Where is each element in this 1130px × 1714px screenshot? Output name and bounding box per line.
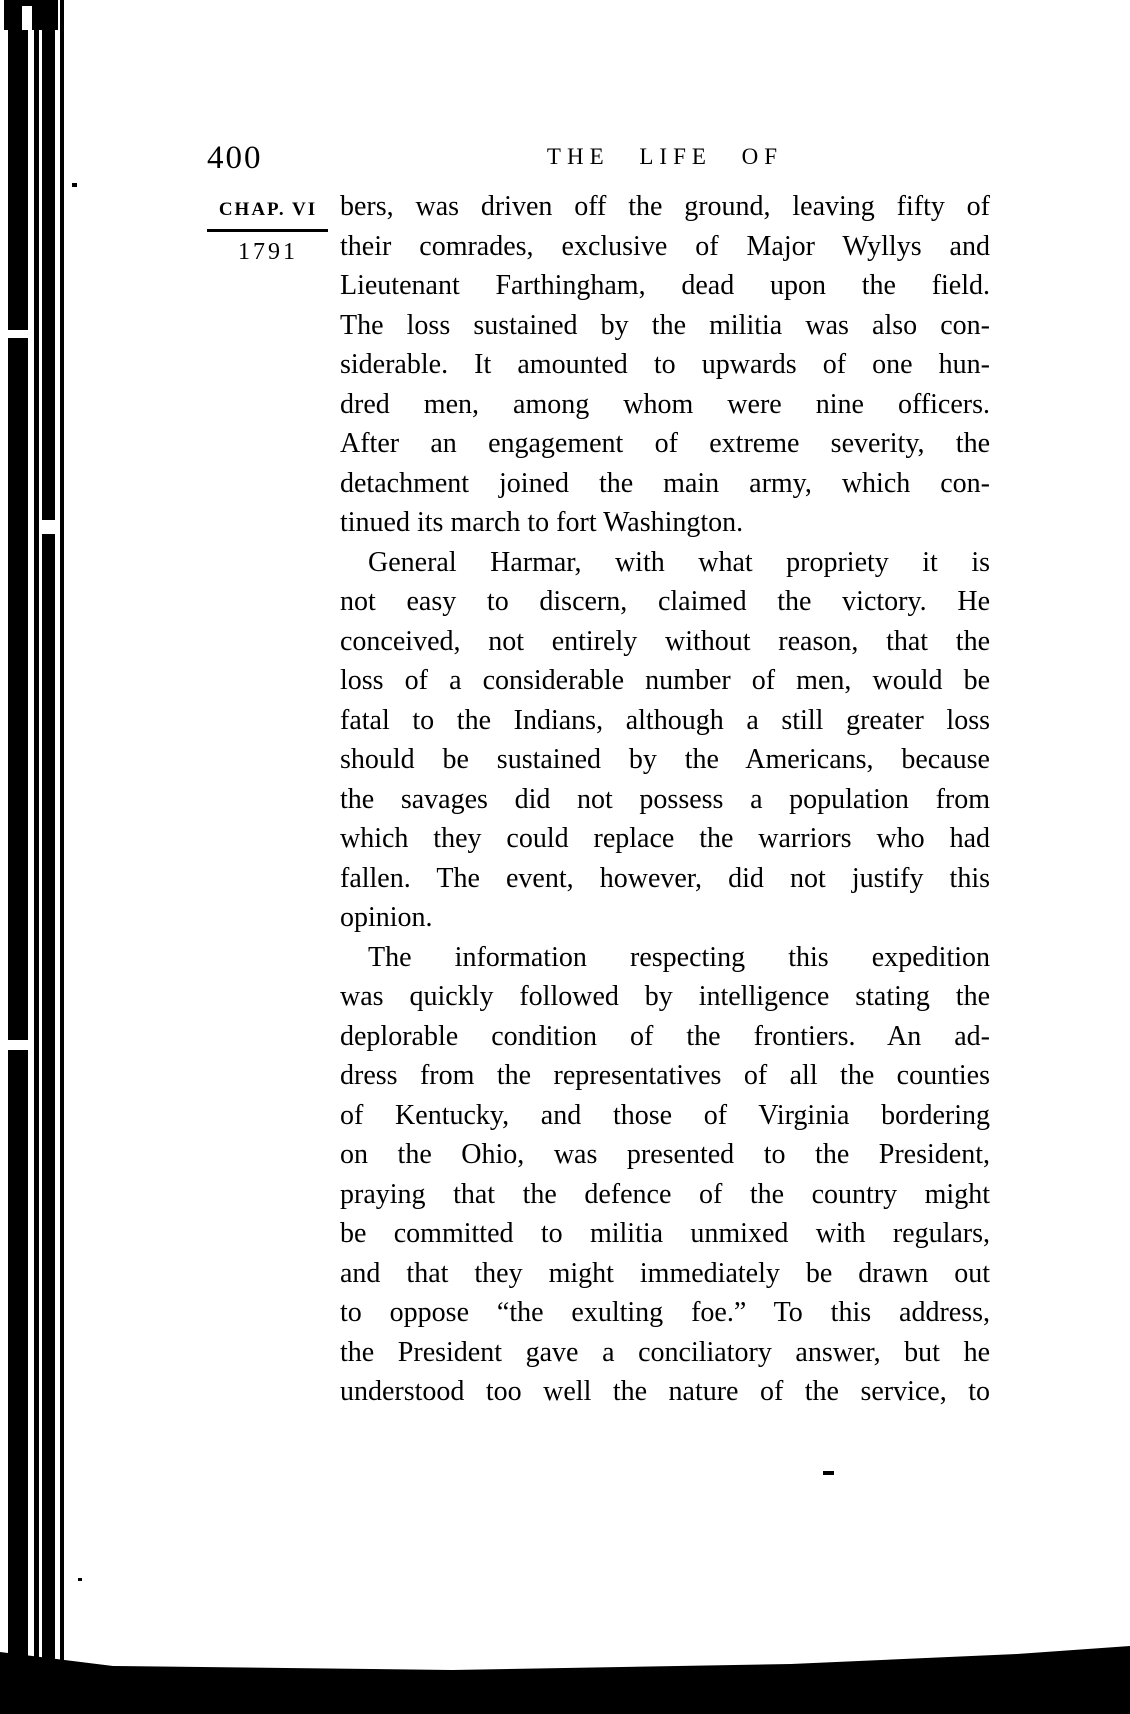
text-line: The information respecting this expedition — [368, 941, 990, 973]
text-line: bers, was driven off the ground, leaving fifty of — [340, 191, 990, 222]
text-line: on the Ohio, was presented to the President, — [340, 1139, 990, 1170]
scan-gutter-streaks — [0, 0, 66, 1714]
text-line: After an engagement of extreme severity, the — [340, 428, 990, 459]
stray-dash-mark — [823, 1471, 834, 1475]
scan-streak-gap — [8, 1040, 28, 1050]
text-line: Lieutenant Farthingham, dead upon the field. — [340, 270, 990, 301]
text-line: not easy to discern, claimed the victory. He — [340, 586, 990, 617]
text-line: loss of a considerable number of men, would be — [340, 665, 990, 696]
text-line: to oppose “the exulting foe.” To this address, — [340, 1297, 990, 1328]
text-line: The loss sustained by the militia was also con- — [340, 309, 990, 341]
margin-year-label: 1791 — [238, 239, 298, 265]
text-line: fallen. The event, however, did not justify this — [340, 862, 990, 894]
text-line: the President gave a conciliatory answer, but he — [340, 1336, 990, 1368]
text-line: deplorable condition of the frontiers. An ad- — [340, 1020, 990, 1052]
page-number: 400 — [207, 140, 263, 176]
scan-streak-gap — [8, 330, 28, 338]
text-line: siderable. It amounted to upwards of one hun- — [340, 349, 990, 380]
text-line: was quickly followed by intelligence stating the — [340, 981, 990, 1012]
scan-streak-gap — [42, 520, 55, 534]
text-line: understood too well the nature of the service, to — [340, 1376, 990, 1407]
text-line: praying that the defence of the country might — [340, 1178, 990, 1210]
scan-speck — [78, 1578, 82, 1581]
text-line: conceived, not entirely without reason, that the — [340, 625, 990, 657]
text-line: of Kentucky, and those of Virginia bordering — [340, 1099, 990, 1131]
text-line: should be sustained by the Americans, because — [340, 744, 990, 775]
running-head: THE LIFE OF — [546, 144, 784, 169]
text-line: which they could replace the warriors who had — [340, 823, 990, 854]
text-line: dress from the representatives of all the counties — [340, 1060, 990, 1091]
margin-chapter-label: CHAP. VI — [218, 199, 318, 220]
text-line: fatal to the Indians, although a still greater loss — [340, 704, 990, 736]
text-line: be committed to militia unmixed with regulars, — [340, 1218, 990, 1249]
text-line: General Harmar, with what propriety it is — [368, 546, 990, 578]
scan-corner-notch — [22, 6, 32, 30]
margin-rule — [207, 229, 328, 232]
text-line: their comrades, exclusive of Major Wyllys and — [340, 230, 990, 262]
text-line: opinion. — [340, 902, 433, 933]
text-line: tinued its march to fort Washington. — [340, 507, 744, 538]
text-line: dred men, among whom were nine officers. — [340, 388, 990, 420]
text-line: and that they might immediately be drawn out — [340, 1257, 990, 1289]
text-line: detachment joined the main army, which con- — [340, 467, 990, 499]
scan-bottom-shadow — [0, 1640, 1130, 1714]
scan-speck — [72, 183, 77, 187]
text-line: the savages did not possess a population from — [340, 783, 990, 815]
body-text-block — [340, 190, 990, 1415]
